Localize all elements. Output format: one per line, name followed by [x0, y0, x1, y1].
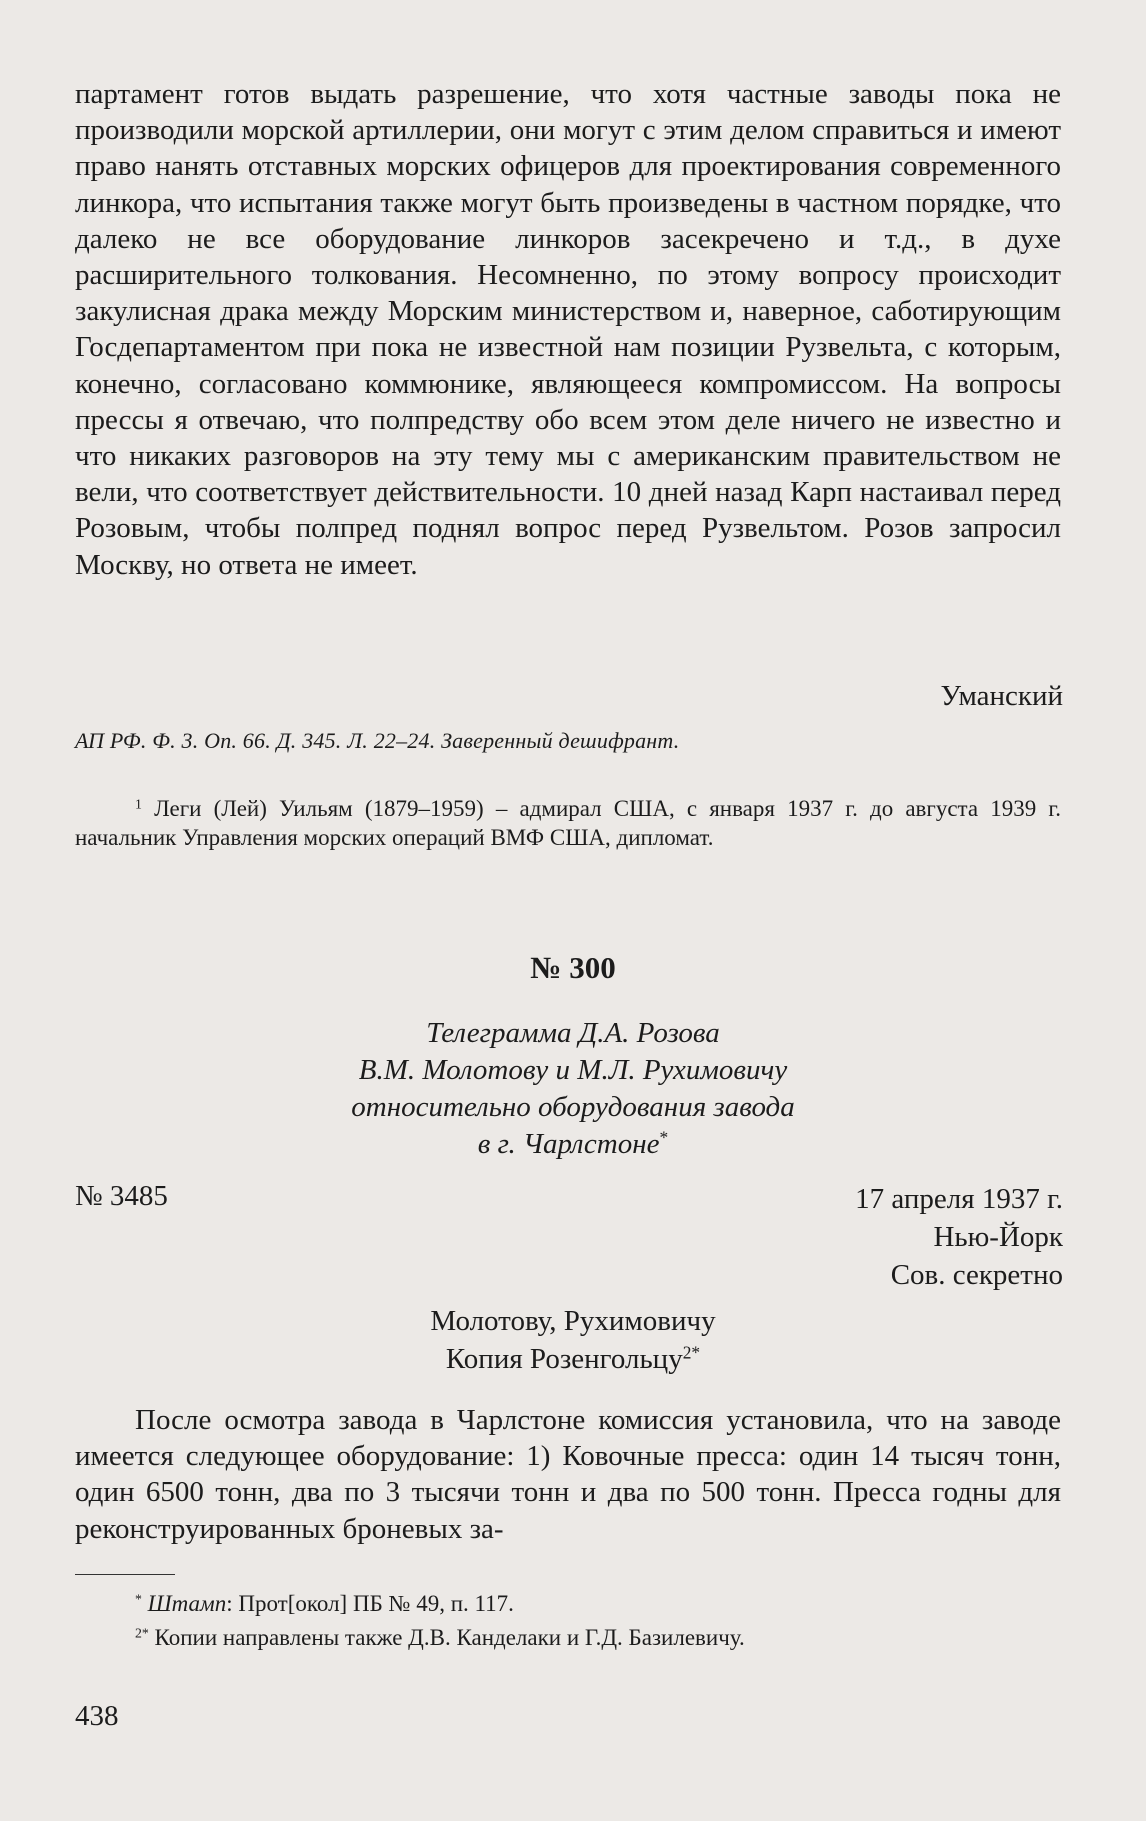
- title-line: относительно оборудования завода: [351, 1091, 795, 1123]
- footnote-divider: [75, 1574, 175, 1575]
- title-line: В.М. Молотову и М.Л. Рухимовичу: [358, 1054, 788, 1086]
- footnote-text: : Прот[окол] ПБ № 49, п. 117.: [226, 1591, 514, 1616]
- document-date: 17 апреля 1937 г.: [855, 1183, 1063, 1215]
- address-block: [0, 1302, 1146, 1378]
- paragraph-main: После осмотра завода в Чарлстоне комиссия установила, что на заводе имеется следующее оборудование: 1) Ковочные пресса: один 14 тысяч тонн, один 6500 тонн, два по 3 тысячи тонн и два по 500 тонн. Пресса годны для реконструированных броневых за-: [75, 1404, 1061, 1545]
- document-number: № 300: [530, 950, 616, 985]
- signature: Уманский: [940, 680, 1063, 712]
- archive-reference: АП РФ. Ф. 3. Оп. 66. Д. 345. Л. 22–24. Заверенный дешифрант.: [75, 728, 680, 753]
- footnote-legi: [75, 794, 1061, 852]
- footnote-legi-text: Леги (Лей) Уильям (1879–1959) – адмирал США, с января 1937 г. до августа 1939 г. начальник Управления морских операций ВМФ США, дипломат.: [75, 796, 1061, 850]
- page-number: 438: [75, 1700, 119, 1732]
- title-footnote-marker: *: [659, 1127, 669, 1148]
- outgoing-number: № 3485: [75, 1180, 168, 1212]
- title-line: Телеграмма Д.А. Розова: [426, 1017, 720, 1049]
- title-line: в г. Чарлстоне*: [477, 1127, 669, 1160]
- footnote-text: Копии направлены также Д.В. Канделаки и Г.Д. Базилевичу.: [154, 1625, 745, 1650]
- classification-label: Сов. секретно: [890, 1259, 1063, 1291]
- copy-recipient: Копия Розенгольцу$^{2*}$: [445, 1342, 701, 1375]
- footnote-marker: 2*: [135, 1625, 149, 1641]
- footnote-marker: *: [135, 1591, 142, 1607]
- document-meta: [855, 1180, 1063, 1294]
- document-place: Нью-Йорк: [933, 1221, 1063, 1253]
- copy-footnote-marker: 2*: [682, 1342, 701, 1363]
- footnote-legi-marker: 1: [135, 796, 142, 812]
- addressee: Молотову, Рухимовичу: [430, 1305, 716, 1337]
- footnote-stamp: [75, 1590, 1061, 1618]
- paragraph-continued: партамент готов выдать разрешение, что хотя частные заводы пока не производили морской артиллерии, они могут с этим делом справиться и имеют право нанять отставных морских офицеров для проектирования современного линкора, что испытания также могут быть произведены в частном порядке, что далеко не все оборудование линкоров засекречено и т.д., в духе расширительного толкования. Несомненно, по этому вопросу происходит закулисная драка между Морским министерством и, наверное, саботирующим Госдепартаментом при пока не известной нам позиции Рузвельта, с которым, конечно, согласовано коммюнике, являющееся компромиссом. На вопросы прессы я отвечаю, что полпредству обо всем этом деле ничего не известно и что никаких разговоров на эту тему мы с американским правительством не вели, что соответствует действительности. 10 дней назад Карп настаивал перед Розовым, чтобы полпред поднял вопрос перед Рузвельтом. Розов запросил Москву, но ответа не имеет.: [75, 78, 1061, 581]
- footnote-copies: [75, 1624, 1061, 1652]
- document-title: [0, 1015, 1146, 1163]
- footnote-label: Штамп: [147, 1591, 227, 1616]
